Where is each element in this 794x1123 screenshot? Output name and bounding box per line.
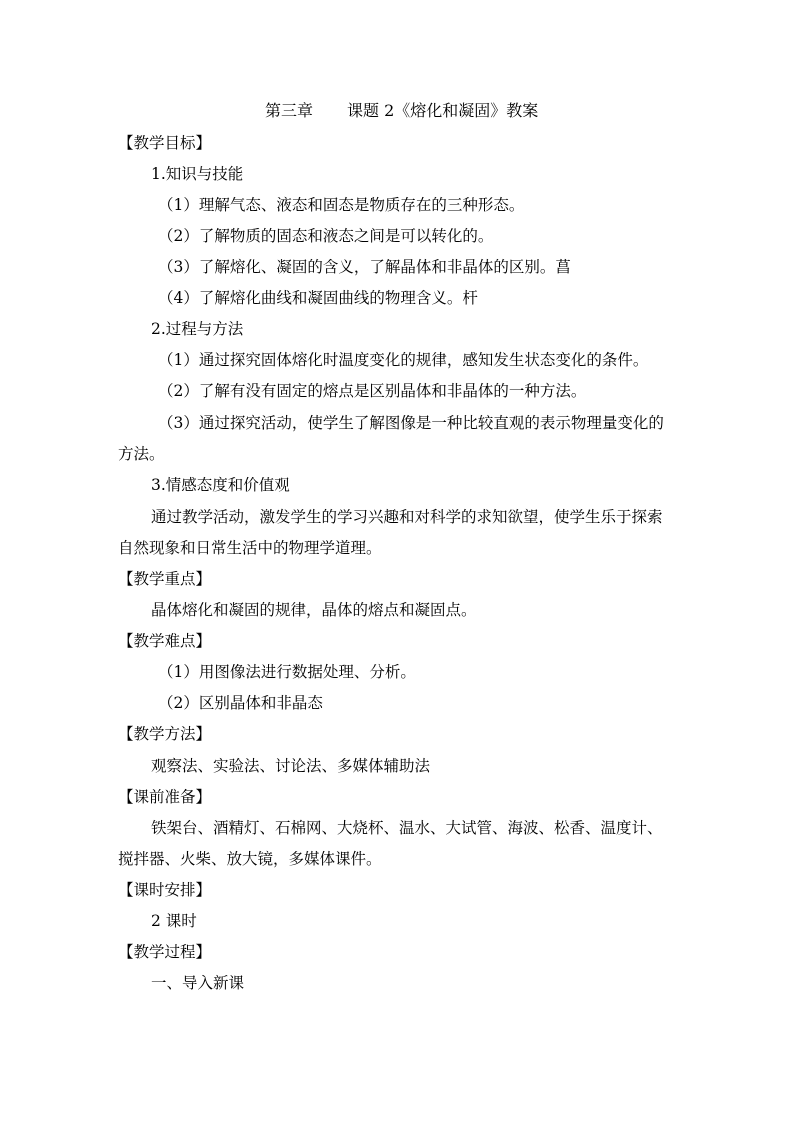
preparation-text-line-1: 铁架台、酒精灯、石棉网、大烧杯、温水、大试管、海波、松香、温度计、: [151, 819, 663, 837]
process-label: 2.过程与方法: [151, 320, 244, 338]
difficulties-item-1: （1）用图像法进行数据处理、分析。: [158, 663, 416, 681]
teaching-process-step-1: 一、导入新课: [151, 974, 245, 992]
difficulties-item-2: （2）区别晶体和非晶态: [158, 694, 323, 712]
attitude-label: 3.情感态度和价值观: [151, 476, 290, 494]
knowledge-item-4: （4）了解熔化曲线和凝固曲线的物理含义。杆: [158, 289, 478, 307]
teaching-process-heading: 【教学过程】: [118, 943, 212, 961]
knowledge-item-1: （1）理解气态、液态和固态是物质存在的三种形态。: [158, 196, 525, 214]
schedule-heading: 【课时安排】: [118, 881, 212, 899]
objectives-heading: 【教学目标】: [118, 134, 212, 152]
attitude-text-line-1: 通过教学活动，激发学生的学习兴趣和对科学的求知欲望，使学生乐于探索: [151, 508, 663, 526]
process-item-3-line-2: 方法。: [118, 445, 165, 463]
key-points-heading: 【教学重点】: [118, 570, 212, 588]
knowledge-item-3: （3）了解熔化、凝固的含义，了解晶体和非晶体的区别。菖: [158, 258, 571, 276]
process-item-3-line-1: （3）通过探究活动，使学生了解图像是一种比较直观的表示物理量变化的: [158, 414, 664, 432]
difficulties-heading: 【教学难点】: [118, 632, 212, 650]
knowledge-item-2: （2）了解物质的固态和液态之间是可以转化的。: [158, 227, 494, 245]
process-item-1: （1）通过探究固体熔化时温度变化的规律，感知发生状态变化的条件。: [158, 351, 649, 369]
title-chapter: 第三章: [265, 101, 314, 120]
page-title: [265, 101, 538, 121]
schedule-text: 2 课时: [151, 912, 197, 930]
attitude-text-line-2: 自然现象和日常生活中的物理学道理。: [118, 539, 382, 557]
methods-heading: 【教学方法】: [118, 725, 212, 743]
process-item-2: （2）了解有没有固定的熔点是区别晶体和非晶体的一种方法。: [158, 382, 587, 400]
knowledge-label: 1.知识与技能: [151, 165, 244, 183]
title-topic: 课题 2《熔化和凝固》教案: [347, 101, 539, 120]
key-points-text: 晶体熔化和凝固的规律，晶体的熔点和凝固点。: [151, 601, 477, 619]
preparation-heading: 【课前准备】: [118, 788, 212, 806]
methods-text: 观察法、实验法、讨论法、多媒体辅助法: [151, 757, 431, 775]
preparation-text-line-2: 搅拌器、火柴、放大镜，多媒体课件。: [118, 850, 382, 868]
